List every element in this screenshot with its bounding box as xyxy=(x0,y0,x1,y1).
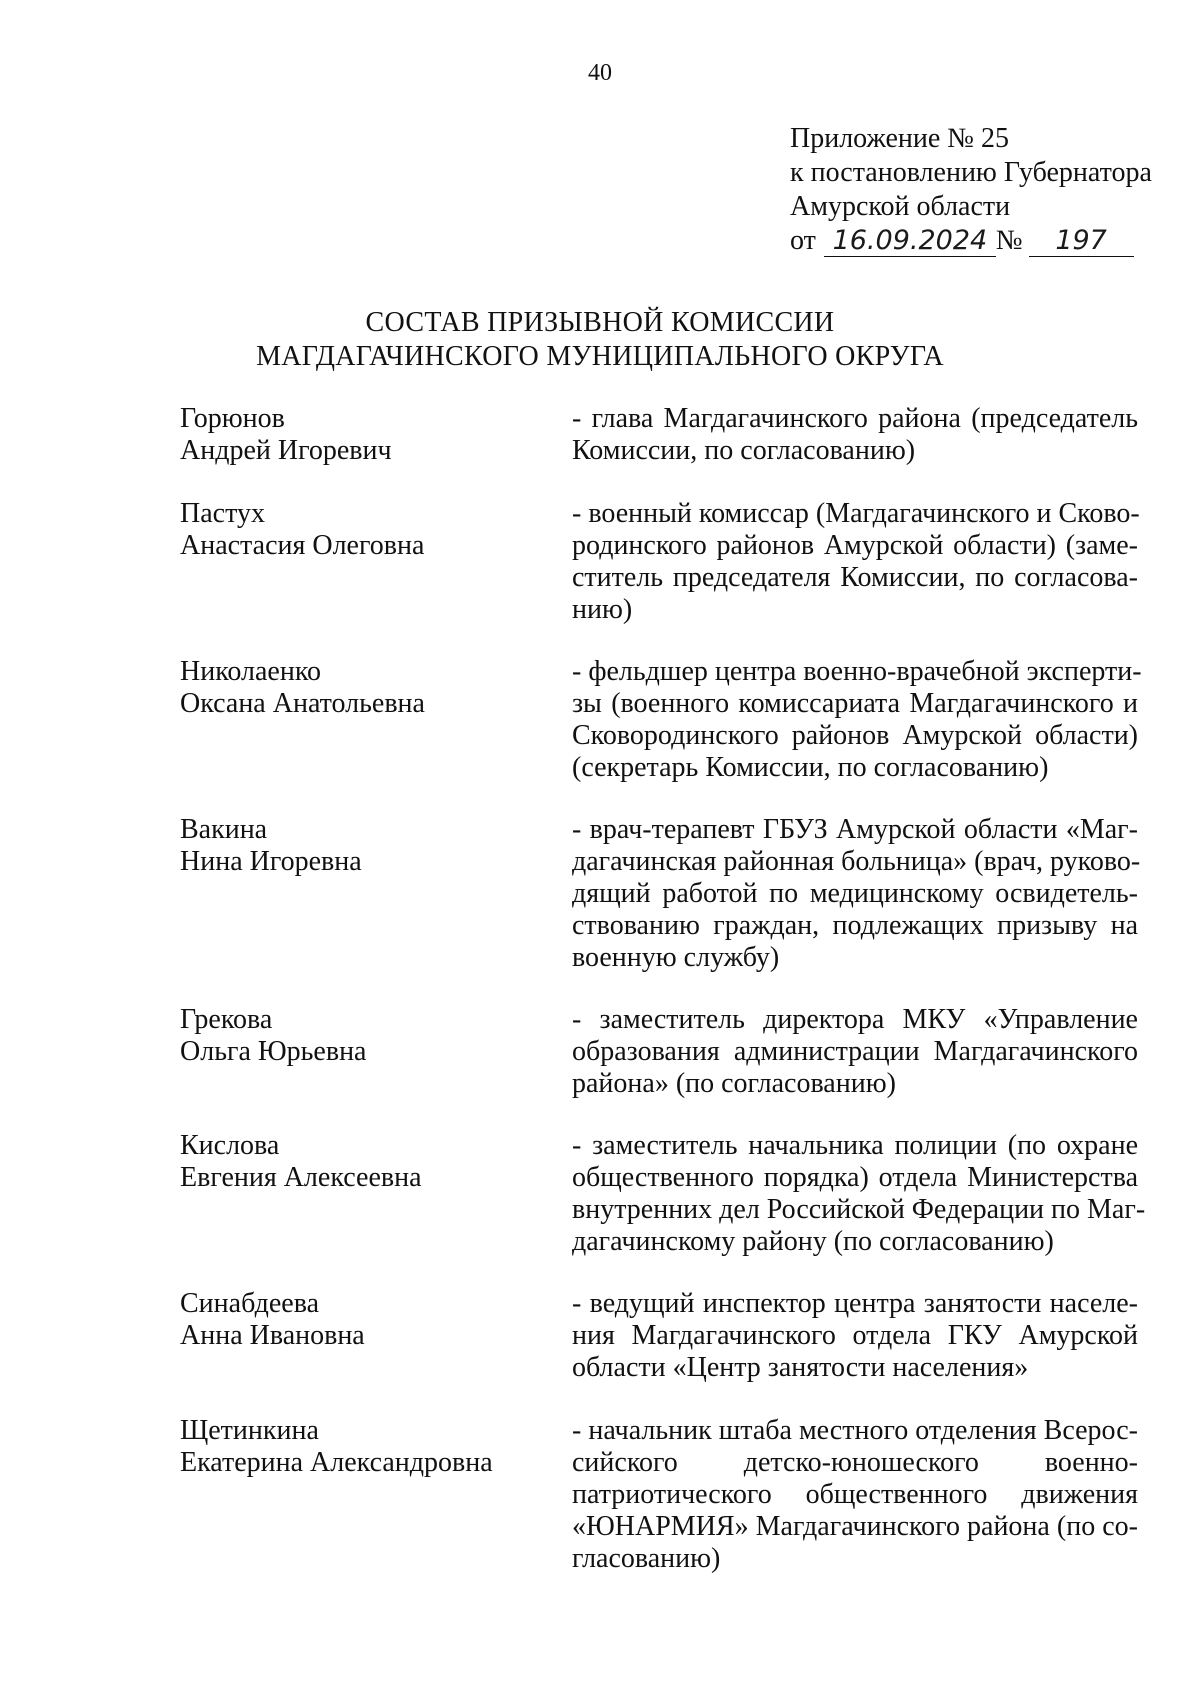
appendix-reference: к постановлению Губернатора xyxy=(790,157,1152,188)
member-given-name: Евгения Алексеевна xyxy=(180,1162,422,1193)
heading-line-1: СОСТАВ ПРИЗЫВНОЙ КОМИССИИ xyxy=(365,307,835,338)
page-number: 40 xyxy=(588,60,612,86)
role-line: образования администрации Магдагачинского xyxy=(572,1036,1138,1067)
role-line: сийского детско-юношеского военно- xyxy=(572,1447,1138,1478)
member-entry xyxy=(0,403,1200,498)
member-role xyxy=(572,1004,1138,1100)
handwritten-date: 16.09.2024 xyxy=(824,226,996,257)
member-entry xyxy=(0,498,1200,656)
appendix-date-row xyxy=(790,224,1152,258)
member-name xyxy=(0,1415,580,1585)
member-given-name: Андрей Игоревич xyxy=(180,435,392,466)
role-line: ния Магдагачинского отдела ГКУ Амурской xyxy=(572,1320,1138,1351)
member-entry xyxy=(0,1130,1200,1288)
member-role xyxy=(572,1288,1138,1384)
role-line: внутренних дел Российской Федерации по Маг- xyxy=(572,1194,1146,1225)
role-line: ствованию граждан, подлежащих призыву на xyxy=(572,910,1138,941)
member-given-name: Нина Игоревна xyxy=(180,846,362,877)
member-given-name: Оксана Анатольевна xyxy=(180,688,425,719)
role-line: дагачинскому району (по согласованию) xyxy=(572,1226,1054,1257)
member-surname: Пастух xyxy=(180,498,265,529)
appendix-region: Амурской области xyxy=(790,191,1011,222)
role-line: Сковородинского районов Амурской области) xyxy=(572,720,1138,751)
member-given-name: Анастасия Олеговна xyxy=(180,530,425,561)
role-line: - заместитель начальника полиции (по охране xyxy=(572,1130,1138,1161)
member-name xyxy=(0,498,580,656)
member-surname: Грекова xyxy=(180,1004,273,1035)
member-role xyxy=(572,814,1141,974)
member-surname: Николаенко xyxy=(180,656,322,687)
role-line: дагачинская районная больница» (врач, руково- xyxy=(572,846,1141,877)
member-role xyxy=(572,498,1138,626)
role-line: (секретарь Комиссии, по согласованию) xyxy=(572,752,1049,783)
member-given-name: Ольга Юрьевна xyxy=(180,1036,367,1067)
role-line: Комиссии, по согласованию) xyxy=(572,435,916,466)
member-entry xyxy=(0,1288,1200,1415)
role-line: - военный комиссар (Магдагачинского и Сково- xyxy=(572,498,1140,529)
document-heading xyxy=(0,306,1200,374)
member-surname: Щетинкина xyxy=(180,1415,319,1446)
role-line: - врач-терапевт ГБУЗ Амурской области «Маг- xyxy=(572,814,1138,845)
member-entry xyxy=(0,656,1200,814)
member-name xyxy=(0,656,580,814)
member-surname: Горюнов xyxy=(180,403,285,434)
date-prefix: от xyxy=(790,225,816,256)
member-role xyxy=(572,1415,1138,1575)
member-name xyxy=(0,814,580,1004)
member-entry xyxy=(0,1004,1200,1130)
member-role xyxy=(572,656,1142,784)
member-entry xyxy=(0,1415,1200,1585)
role-line: - фельдшер центра военно-врачебной эксперти- xyxy=(572,656,1142,687)
member-name xyxy=(0,1004,580,1130)
member-entry xyxy=(0,814,1200,1004)
role-line: военную службу) xyxy=(572,942,780,973)
member-name xyxy=(0,1130,580,1288)
number-prefix: № xyxy=(995,225,1023,256)
member-given-name: Екатерина Александровна xyxy=(180,1447,493,1478)
role-line: гласованию) xyxy=(572,1543,721,1574)
role-line: общественного порядка) отдела Министерства xyxy=(572,1162,1138,1193)
member-role xyxy=(572,403,1138,467)
member-given-name: Анна Ивановна xyxy=(180,1320,365,1351)
role-line: ститель председателя Комиссии, по согласова- xyxy=(572,562,1138,593)
role-line: - ведущий инспектор центра занятости населе- xyxy=(572,1288,1138,1319)
role-line: дящий работой по медицинскому освидетель- xyxy=(572,878,1138,909)
role-line: - начальник штаба местного отделения Всерос- xyxy=(572,1415,1138,1446)
role-line: - глава Магдагачинского района (председатель xyxy=(572,403,1138,434)
members-list xyxy=(0,403,1200,1585)
handwritten-number: 197 xyxy=(1029,226,1134,257)
member-name xyxy=(0,1288,580,1415)
role-line: области «Центр занятости населения» xyxy=(572,1352,1029,1383)
appendix-title: Приложение № 25 xyxy=(790,123,1009,154)
member-surname: Вакина xyxy=(180,814,268,845)
member-surname: Кислова xyxy=(180,1130,280,1161)
member-role xyxy=(572,1130,1146,1258)
role-line: района» (по согласованию) xyxy=(572,1068,896,1099)
role-line: патриотического общественного движения xyxy=(572,1479,1138,1510)
role-line: родинского районов Амурской области) (заме- xyxy=(572,530,1138,561)
role-line: нию) xyxy=(572,594,633,625)
appendix-block xyxy=(790,122,1152,258)
role-line: зы (военного комиссариата Магдагачинского и xyxy=(572,688,1138,719)
heading-line-2: МАГДАГАЧИНСКОГО МУНИЦИПАЛЬНОГО ОКРУГА xyxy=(256,341,944,372)
role-line: «ЮНАРМИЯ» Магдагачинского района (по со- xyxy=(572,1511,1138,1542)
member-name xyxy=(0,403,580,498)
member-surname: Синабдеева xyxy=(180,1288,320,1319)
role-line: - заместитель директора МКУ «Управление xyxy=(572,1004,1138,1035)
